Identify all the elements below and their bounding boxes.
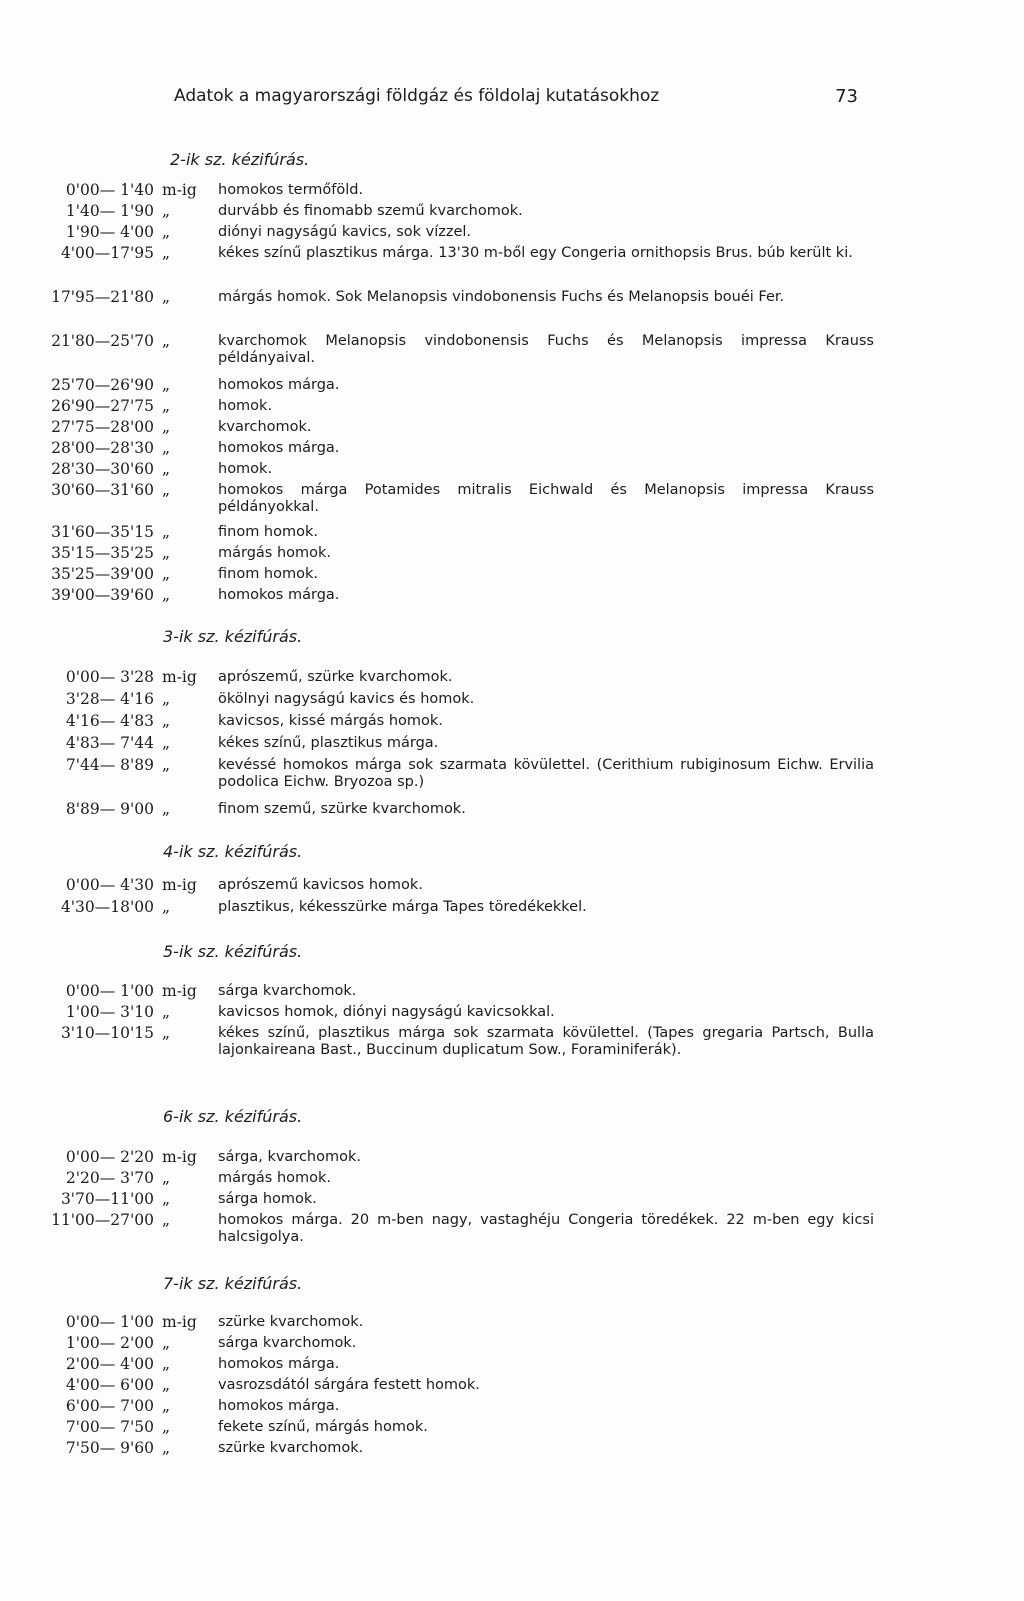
depth-range: 31'60—35'15 — [51, 523, 154, 541]
depth-range: 4'30—18'00 — [60, 898, 154, 916]
section-heading — [163, 942, 302, 961]
depth-range: 7'50— 9'60 — [65, 1439, 154, 1457]
depth-range: 25'70—26'90 — [51, 376, 154, 394]
description: homokos márga. — [218, 440, 340, 456]
depth-range: 0'00— 4'30 — [65, 876, 154, 894]
unit: „ — [162, 202, 171, 220]
description: homok. — [218, 398, 273, 414]
description: aprószemű kavicsos homok. — [218, 877, 423, 893]
unit: m-ig — [162, 982, 197, 1000]
unit: „ — [162, 1334, 171, 1352]
unit: „ — [162, 565, 171, 583]
unit: „ — [162, 460, 171, 478]
depth-range: 4'16— 4'83 — [65, 712, 154, 730]
unit: „ — [162, 376, 171, 394]
description: homokos márga. — [218, 377, 340, 393]
description: sárga homok. — [218, 1191, 317, 1207]
unit: „ — [162, 439, 171, 457]
section-label: sz. kézifúrás. — [197, 842, 303, 861]
unit: „ — [162, 523, 171, 541]
description: márgás homok. — [218, 1170, 332, 1186]
depth-range: 2'20— 3'70 — [65, 1169, 154, 1187]
depth-range: 30'60—31'60 — [51, 481, 154, 499]
depth-range: 4'00— 6'00 — [65, 1376, 154, 1394]
description: márgás homok. — [218, 545, 332, 561]
unit: „ — [162, 756, 171, 774]
depth-range: 0'00— 1'00 — [65, 1313, 154, 1331]
depth-range: 27'75—28'00 — [51, 418, 154, 436]
section-label: sz. kézifúrás. — [204, 150, 310, 169]
unit: „ — [162, 1355, 171, 1373]
description: homok. — [218, 461, 273, 477]
section-label: sz. kézifúrás. — [197, 1274, 303, 1293]
description: homokos márga. — [218, 1356, 340, 1372]
unit: „ — [162, 418, 171, 436]
description: márgás homok. Sok Melanopsis vindobonensis Fuchs és Melanopsis bouéi Fer. — [218, 289, 785, 305]
description: finom homok. — [218, 524, 318, 540]
depth-range: 28'30—30'60 — [51, 460, 154, 478]
depth-range: 3'70—11'00 — [60, 1190, 154, 1208]
description: kevéssé homokos márga sok szarmata kövülettel. (Cerithium rubiginosum Eichw. Ervilia podolica Eichw. Bryozoa sp.) — [218, 757, 874, 790]
depth-range: 17'95—21'80 — [51, 288, 154, 306]
unit: „ — [162, 244, 171, 262]
description: homokos márga Potamides mitralis Eichwald és Melanopsis impressa Krauss példányokkal. — [218, 482, 874, 515]
unit: m-ig — [162, 1148, 197, 1166]
description: fekete színű, márgás homok. — [218, 1419, 428, 1435]
description: homokos márga. — [218, 587, 340, 603]
depth-range: 7'44— 8'89 — [65, 756, 154, 774]
depth-range: 0'00— 3'28 — [65, 668, 154, 686]
description: sárga kvarchomok. — [218, 983, 357, 999]
unit: m-ig — [162, 1313, 197, 1331]
section-number: 3-ik — [163, 627, 193, 646]
description: aprószemű, szürke kvarchomok. — [218, 669, 453, 685]
depth-range: 1'00— 3'10 — [65, 1003, 154, 1021]
depth-range: 3'28— 4'16 — [65, 690, 154, 708]
depth-range: 28'00—28'30 — [51, 439, 154, 457]
depth-range: 6'00— 7'00 — [65, 1397, 154, 1415]
description: durvább és finomabb szemű kvarchomok. — [218, 203, 523, 219]
depth-range: 0'00— 1'40 — [65, 181, 154, 199]
depth-range: 4'00—17'95 — [60, 244, 154, 262]
unit: „ — [162, 481, 171, 499]
page-header — [174, 86, 858, 112]
description: homokos márga. 20 m-ben nagy, vastaghéju Congeria töredékek. 22 m-ben egy kicsi halcsigolya. — [218, 1212, 874, 1245]
section-number: 7-ik — [163, 1274, 193, 1293]
unit: „ — [162, 1376, 171, 1394]
depth-range: 35'15—35'25 — [51, 544, 154, 562]
section-number: 4-ik — [163, 842, 193, 861]
depth-range: 3'10—10'15 — [60, 1024, 154, 1042]
unit: „ — [162, 288, 171, 306]
unit: „ — [162, 1397, 171, 1415]
unit: „ — [162, 1169, 171, 1187]
unit: „ — [162, 1211, 171, 1229]
unit: „ — [162, 1003, 171, 1021]
description: kavicsos homok, diónyi nagyságú kavicsokkal. — [218, 1004, 555, 1020]
section-label: sz. kézifúrás. — [197, 942, 303, 961]
depth-range: 1'90— 4'00 — [65, 223, 154, 241]
unit: „ — [162, 332, 171, 350]
depth-range: 2'00— 4'00 — [65, 1355, 154, 1373]
depth-range: 8'89— 9'00 — [65, 800, 154, 818]
unit: m-ig — [162, 876, 197, 894]
section-heading — [163, 1107, 302, 1126]
description: kékes színű, plasztikus márga. — [218, 735, 439, 751]
depth-range: 21'80—25'70 — [51, 332, 154, 350]
section-heading — [163, 842, 302, 861]
description: kvarchomok Melanopsis vindobonensis Fuchs és Melanopsis impressa Krauss példányaival. — [218, 333, 874, 366]
unit: „ — [162, 690, 171, 708]
description: vasrozsdától sárgára festett homok. — [218, 1377, 480, 1393]
depth-range: 0'00— 1'00 — [65, 982, 154, 1000]
description: ökölnyi nagyságú kavics és homok. — [218, 691, 475, 707]
description: sárga, kvarchomok. — [218, 1149, 361, 1165]
description: finom homok. — [218, 566, 318, 582]
unit: „ — [162, 1024, 171, 1042]
section-heading — [170, 150, 309, 169]
unit: „ — [162, 734, 171, 752]
unit: „ — [162, 712, 171, 730]
description: szürke kvarchomok. — [218, 1314, 364, 1330]
description: szürke kvarchomok. — [218, 1440, 364, 1456]
description: finom szemű, szürke kvarchomok. — [218, 801, 466, 817]
page-number: 73 — [835, 86, 858, 107]
depth-range: 4'83— 7'44 — [65, 734, 154, 752]
section-heading — [163, 1274, 302, 1293]
unit: „ — [162, 544, 171, 562]
section-number: 2-ik — [170, 150, 200, 169]
section-number: 5-ik — [163, 942, 193, 961]
unit: „ — [162, 1439, 171, 1457]
description: diónyi nagyságú kavics, sok vízzel. — [218, 224, 472, 240]
unit: „ — [162, 898, 171, 916]
description: sárga kvarchomok. — [218, 1335, 357, 1351]
unit: „ — [162, 800, 171, 818]
unit: m-ig — [162, 668, 197, 686]
depth-range: 0'00— 2'20 — [65, 1148, 154, 1166]
description: kavicsos, kissé márgás homok. — [218, 713, 443, 729]
depth-range: 1'00— 2'00 — [65, 1334, 154, 1352]
description: kékes színű, plasztikus márga sok szarmata kövülettel. (Tapes gregaria Partsch, Bulla lajonkaireana Bast., Buccinum duplicatum Sow., Foraminiferák). — [218, 1025, 874, 1058]
depth-range: 11'00—27'00 — [51, 1211, 154, 1229]
depth-range: 26'90—27'75 — [51, 397, 154, 415]
running-title: Adatok a magyarországi földgáz és földolaj kutatásokhoz — [174, 86, 660, 106]
description: kékes színű plasztikus márga. 13'30 m-ből egy Congeria ornithopsis Brus. búb került ki. — [218, 245, 853, 261]
unit: „ — [162, 397, 171, 415]
depth-range: 7'00— 7'50 — [65, 1418, 154, 1436]
description: homokos márga. — [218, 1398, 340, 1414]
unit: „ — [162, 586, 171, 604]
unit: m-ig — [162, 181, 197, 199]
description: homokos termőföld. — [218, 182, 364, 198]
unit: „ — [162, 1190, 171, 1208]
section-heading — [163, 627, 302, 646]
depth-range: 39'00—39'60 — [51, 586, 154, 604]
depth-range: 35'25—39'00 — [51, 565, 154, 583]
unit: „ — [162, 1418, 171, 1436]
description: plasztikus, kékesszürke márga Tapes töredékekkel. — [218, 899, 587, 915]
unit: „ — [162, 223, 171, 241]
section-number: 6-ik — [163, 1107, 193, 1126]
depth-range: 1'40— 1'90 — [65, 202, 154, 220]
description: kvarchomok. — [218, 419, 312, 435]
section-label: sz. kézifúrás. — [197, 1107, 303, 1126]
section-label: sz. kézifúrás. — [197, 627, 303, 646]
